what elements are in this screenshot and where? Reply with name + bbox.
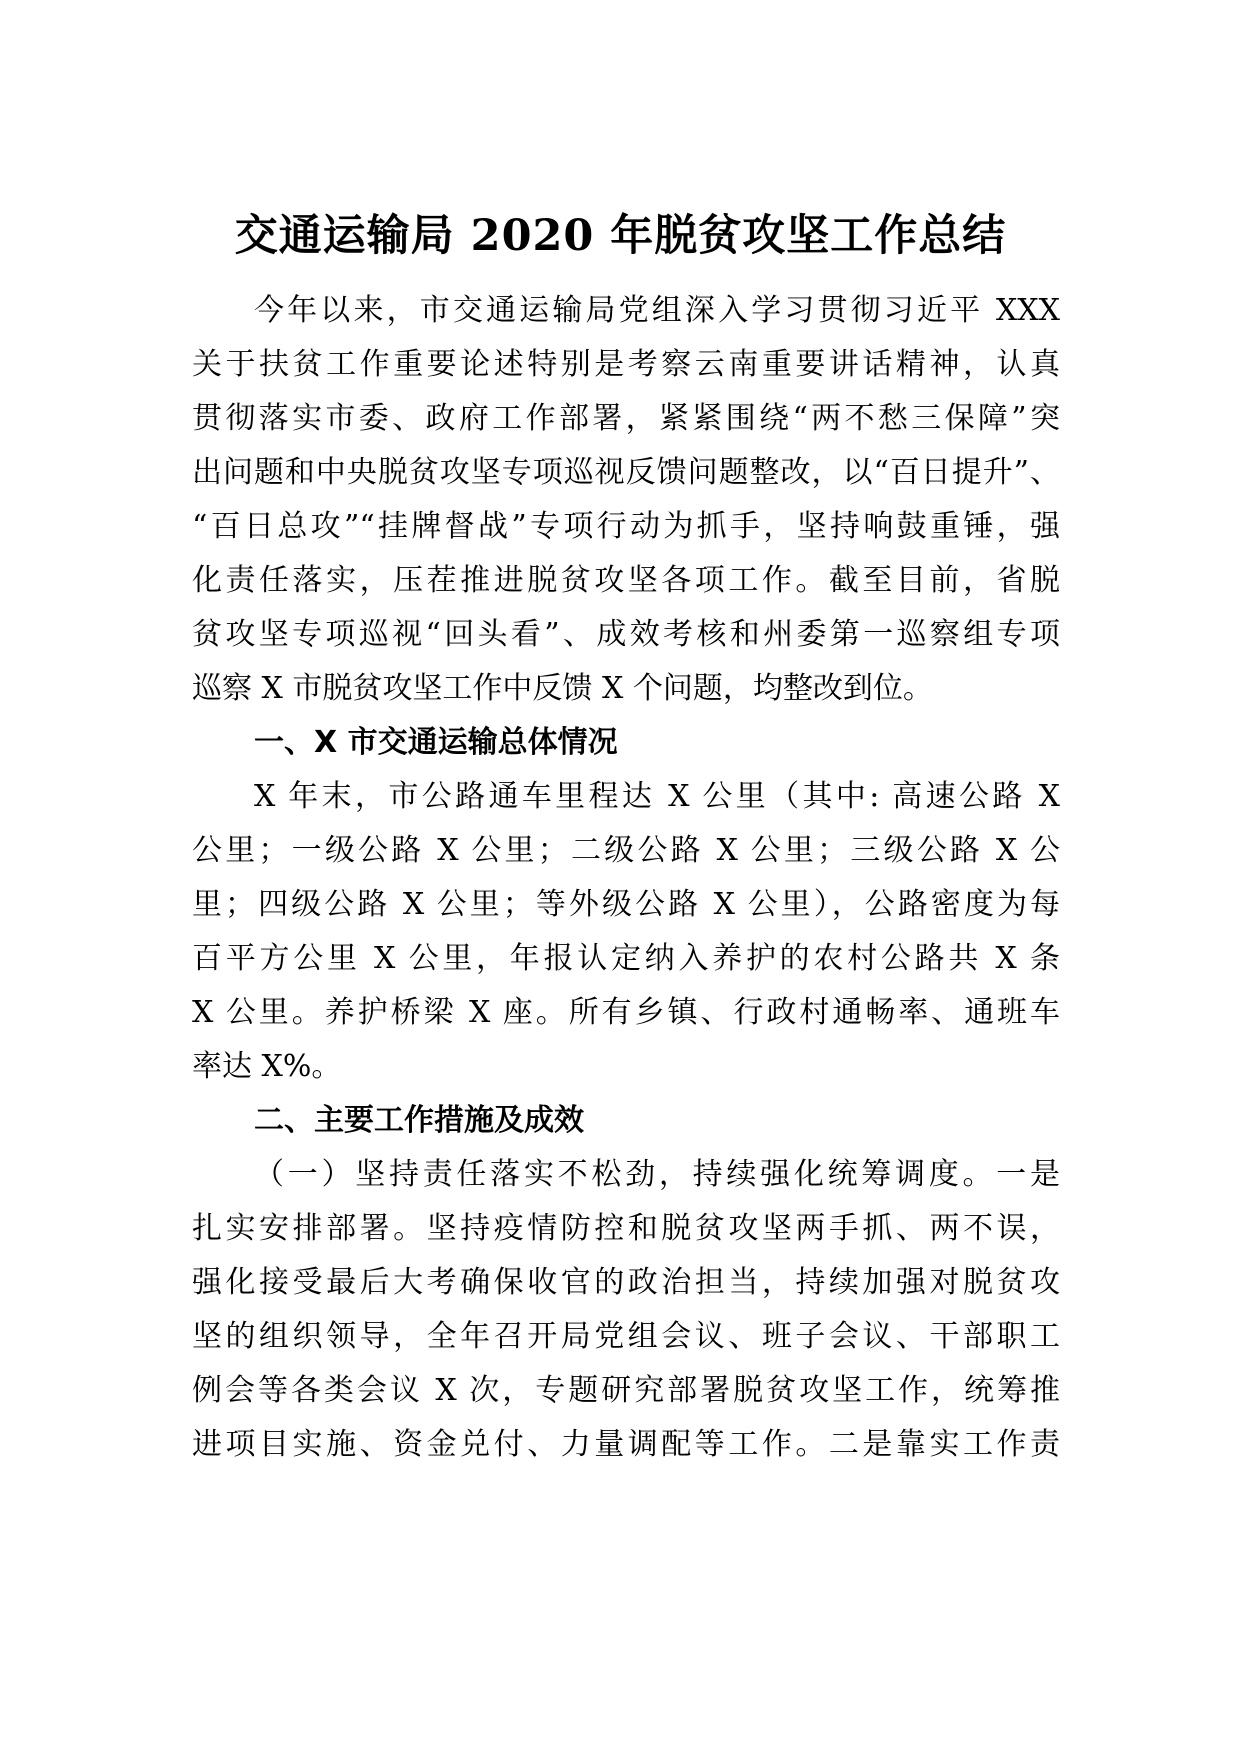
paragraph-line: X 年末，市公路通车里程达 X 公里（其中: 高速公路 X [254,779,1060,814]
paragraph-line: 化责任落实，压茬推进脱贫攻坚各项工作。截至目前，省脱 [192,563,1060,598]
section-heading: 二、主要工作措施及成效 [254,1103,584,1138]
paragraph-line: 里；四级公路 X 公里；等外级公路 X 公里），公路密度为每 [192,887,1060,922]
paragraph-line: 坚的组织领导，全年召开局党组会议、班子会议、干部职工 [192,1319,1060,1354]
paragraph-line: 贫攻坚专项巡视“回头看”、成效考核和州委第一巡察组专项 [192,617,1060,652]
paragraph-line: 率达 X%。 [192,1049,342,1084]
paragraph-line: 进项目实施、资金兑付、力量调配等工作。二是靠实工作责 [192,1427,1060,1462]
paragraph-line: 强化接受最后大考确保收官的政治担当，持续加强对脱贫攻 [192,1265,1060,1300]
paragraph-line: X 公里。养护桥梁 X 座。所有乡镇、行政村通畅率、通班车 [192,995,1060,1030]
section-heading: 一、X 市交通运输总体情况 [254,725,618,760]
paragraph-line: 巡察 X 市脱贫攻坚工作中反馈 X 个问题，均整改到位。 [192,671,933,706]
paragraph-line: 关于扶贫工作重要论述特别是考察云南重要讲话精神，认真 [192,347,1060,382]
paragraph-line: 贯彻落实市委、政府工作部署，紧紧围绕“两不愁三保障”突 [192,401,1060,436]
paragraph-line: “百日总攻”“挂牌督战”专项行动为抓手，坚持响鼓重锤，强 [192,509,1060,544]
paragraph-line: 百平方公里 X 公里，年报认定纳入养护的农村公路共 X 条 [192,941,1060,976]
paragraph-line: （一）坚持责任落实不松劲，持续强化统筹调度。一是 [254,1157,1060,1192]
document-title: 交通运输局 2020 年脱贫攻坚工作总结 [234,211,1007,261]
paragraph-line: 今年以来，市交通运输局党组深入学习贯彻习近平 XXX [254,293,1060,328]
paragraph-line: 扎实安排部署。坚持疫情防控和脱贫攻坚两手抓、两不误， [192,1211,1060,1246]
paragraph-line: 公里；一级公路 X 公里；二级公路 X 公里；三级公路 X 公 [192,833,1060,868]
paragraph-line: 例会等各类会议 X 次，专题研究部署脱贫攻坚工作，统筹推 [192,1373,1060,1408]
paragraph-line: 出问题和中央脱贫攻坚专项巡视反馈问题整改，以“百日提升”、 [192,455,1060,490]
